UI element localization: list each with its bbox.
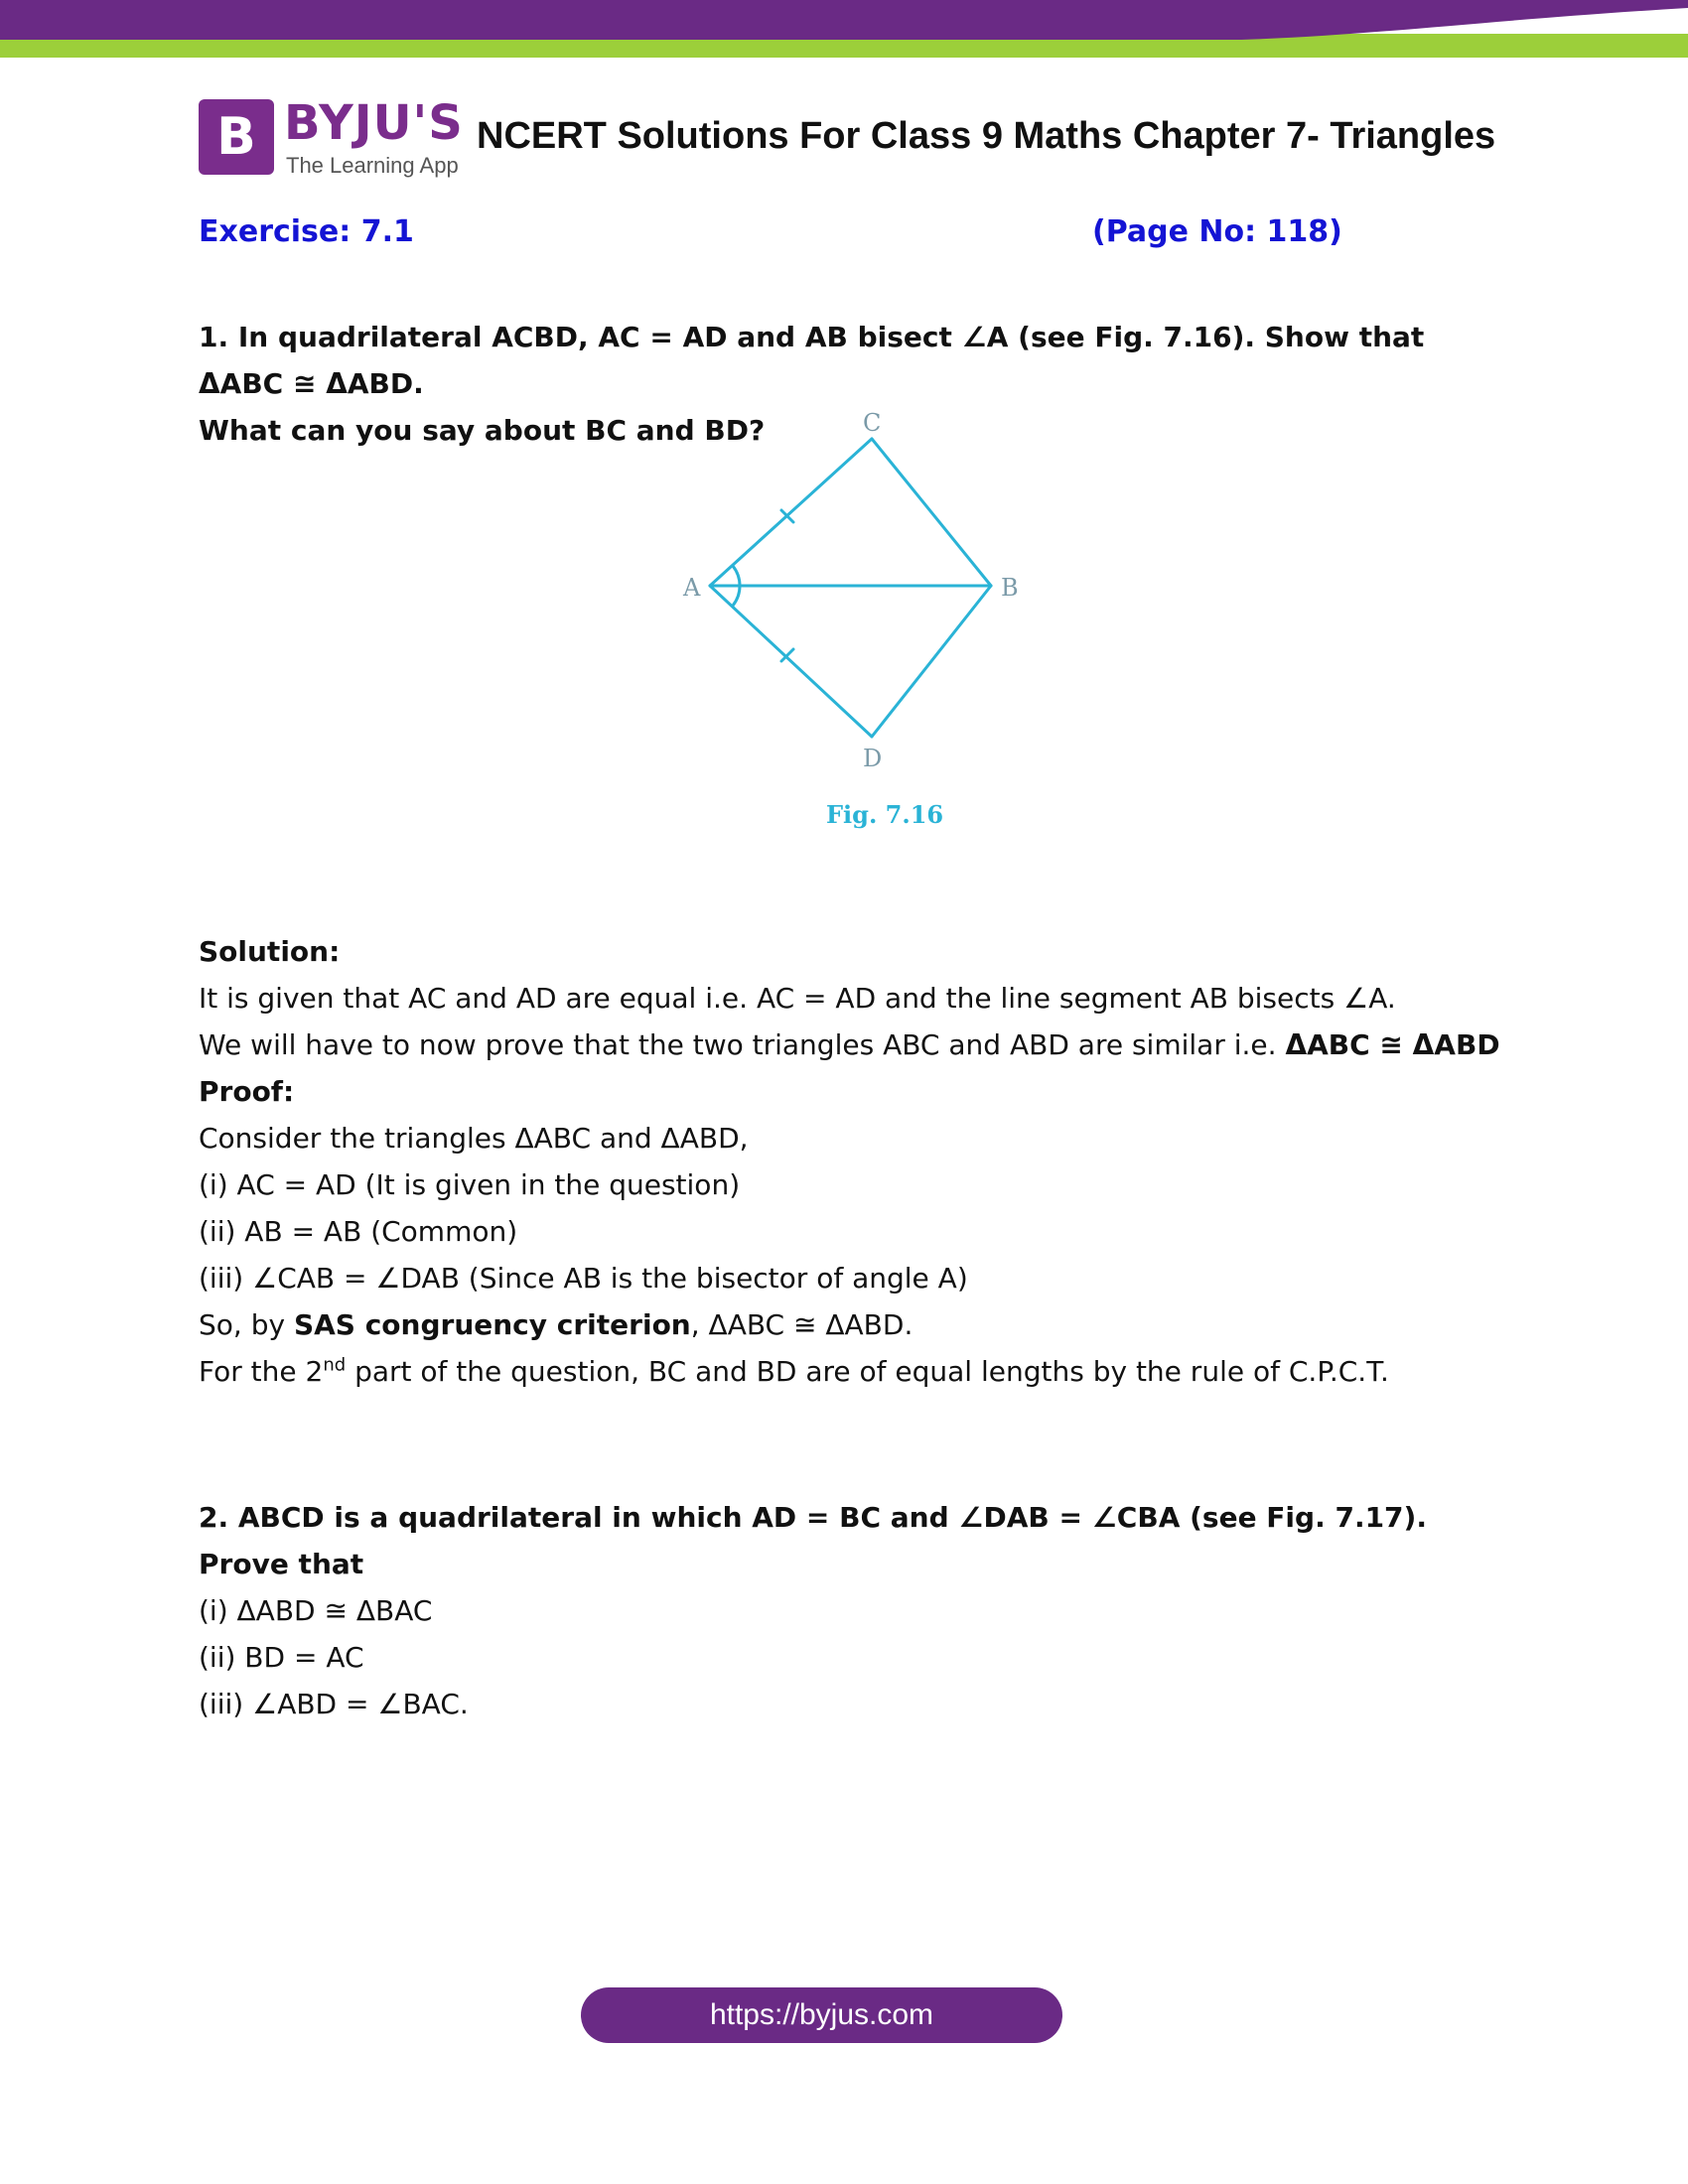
- proof-heading: Proof:: [199, 1075, 295, 1108]
- conclusion-bold: SAS congruency criterion: [293, 1308, 691, 1341]
- proof-step-3: (iii) ∠CAB = ∠DAB (Since AB is the bisector of angle A): [199, 1262, 968, 1295]
- label-b: B: [1001, 574, 1019, 602]
- label-d: D: [863, 745, 883, 772]
- question-2-item-2: (ii) BD = AC: [199, 1641, 364, 1674]
- segment-db: [872, 586, 991, 737]
- logo-letter: B: [216, 107, 256, 167]
- figure-caption: Fig. 7.16: [826, 800, 944, 829]
- proof-step-2: (ii) AB = AB (Common): [199, 1215, 518, 1248]
- question-2: [199, 1494, 1509, 1727]
- byjus-logo-icon: [199, 99, 274, 175]
- proof-conclusion: [199, 1301, 1509, 1348]
- conclusion-post: , ΔABC ≅ ΔABD.: [690, 1308, 914, 1341]
- header-band: [0, 0, 1688, 60]
- solution-block: [199, 928, 1509, 1395]
- conclusion-pre: So, by: [199, 1308, 294, 1341]
- solution-line-1: It is given that AC and AD are equal i.e. AC = AD and the line segment AB bisects ∠A.: [199, 982, 1396, 1015]
- question-1-line-1: 1. In quadrilateral ACBD, AC = AD and AB bisect ∠A (see Fig. 7.16). Show that ΔABC ≅ ΔABD.: [199, 321, 1425, 400]
- last-line-sup: nd: [323, 1354, 347, 1376]
- label-a: A: [683, 574, 701, 602]
- logo-tagline: The Learning App: [286, 153, 459, 178]
- question-2-item-3: (iii) ∠ABD = ∠BAC.: [199, 1688, 469, 1720]
- segment-ac: [710, 439, 872, 586]
- proof-step-1: (i) AC = AD (It is given in the question): [199, 1168, 741, 1201]
- figure-7-16: [655, 397, 1033, 834]
- proof-consider: Consider the triangles ΔABC and ΔABD,: [199, 1122, 749, 1155]
- segment-cb: [872, 439, 991, 586]
- footer-url-link[interactable]: https://byjus.com: [581, 1987, 1062, 2043]
- last-line-pre: For the 2: [199, 1355, 324, 1388]
- last-line-post: part of the question, BC and BD are of equal lengths by the rule of C.P.C.T.: [346, 1355, 1389, 1388]
- logo-wordmark: BYJU'S: [284, 95, 464, 151]
- page-title: NCERT Solutions For Class 9 Maths Chapter 7- Triangles: [477, 115, 1496, 157]
- solution-line-2-bold: ΔABC ≅ ΔABD: [1285, 1028, 1500, 1061]
- page-number: (Page No: 118): [1092, 214, 1342, 249]
- solution-line-2-text: We will have to now prove that the two triangles ABC and ABD are similar i.e.: [199, 1028, 1286, 1061]
- exercise-label: Exercise: 7.1: [199, 214, 414, 249]
- label-c: C: [863, 409, 882, 437]
- question-2-line-1: 2. ABCD is a quadrilateral in which AD = BC and ∠DAB = ∠CBA (see Fig. 7.17). Prove that: [199, 1501, 1427, 1580]
- solution-heading: Solution:: [199, 935, 341, 968]
- solution-line-2: [199, 1022, 1509, 1068]
- question-1-line-2: What can you say about BC and BD?: [199, 414, 766, 447]
- question-2-item-1: (i) ΔABD ≅ ΔBAC: [199, 1594, 433, 1627]
- proof-last-line: [199, 1348, 1509, 1395]
- segment-ad: [710, 586, 872, 737]
